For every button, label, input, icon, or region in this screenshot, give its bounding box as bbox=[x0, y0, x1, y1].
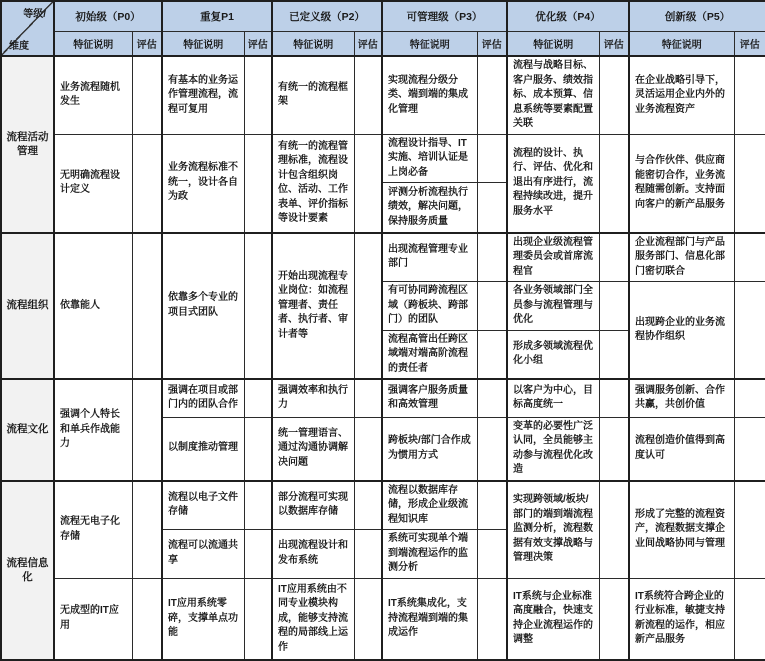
eval-cell bbox=[477, 379, 507, 417]
dimension-activity: 流程活动管理 bbox=[1, 56, 54, 233]
eval-cell bbox=[244, 56, 272, 134]
eval-cell bbox=[354, 233, 382, 380]
eval-cell bbox=[599, 282, 629, 331]
cell-org-p4-2: 形成多领域流程优化小组 bbox=[507, 330, 599, 379]
header-level-p5: 创新级（P5） bbox=[629, 1, 765, 31]
eval-cell bbox=[477, 578, 507, 660]
cell-it-p3-1: 系统可实现单个端到端流程运作的监测分析 bbox=[382, 530, 477, 579]
eval-cell bbox=[477, 233, 507, 282]
eval-cell bbox=[477, 417, 507, 481]
dimension-informatization: 流程信息化 bbox=[1, 481, 54, 661]
eval-cell bbox=[599, 233, 629, 282]
eval-cell bbox=[477, 530, 507, 579]
eval-cell bbox=[354, 379, 382, 417]
cell-activity-p5-1: 与合作伙伴、供应商能密切合作，业务流程随需创新。支持面向客户的新产品服务 bbox=[629, 134, 734, 233]
cell-culture-p3-0: 强调客户服务质量和高效管理 bbox=[382, 379, 477, 417]
eval-cell bbox=[244, 379, 272, 417]
header-level-p3: 可管理级（P3） bbox=[382, 1, 507, 31]
cell-culture-p1-1: 以制度推动管理 bbox=[162, 417, 244, 481]
cell-activity-p2-0: 有统一的流程框架 bbox=[272, 56, 354, 134]
cell-activity-p1-0: 有基本的业务运作管理流程，流程可复用 bbox=[162, 56, 244, 134]
eval-cell bbox=[244, 233, 272, 380]
eval-cell bbox=[132, 481, 162, 579]
eval-cell bbox=[734, 379, 765, 417]
eval-cell bbox=[477, 56, 507, 134]
cell-activity-p4-1: 流程的设计、执行、评估、优化和退出有序进行，流程持续改进，提升服务水平 bbox=[507, 134, 599, 233]
subheader-feature-p4: 特征说明 bbox=[507, 31, 599, 56]
cell-org-p4-0: 出现企业级流程管理委员会或首席流程官 bbox=[507, 233, 599, 282]
eval-cell bbox=[734, 233, 765, 282]
header-level-p1: 重复P1 bbox=[162, 1, 272, 31]
eval-cell bbox=[132, 56, 162, 134]
cell-it-p1-1: 流程可以流通共享 bbox=[162, 530, 244, 579]
subheader-feature-p1: 特征说明 bbox=[162, 31, 244, 56]
cell-activity-p5-0: 在企业战略引导下，灵活运用企业内外的业务流程资产 bbox=[629, 56, 734, 134]
eval-cell bbox=[477, 134, 507, 183]
cell-culture-p1-0: 强调在项目或部门内的团队合作 bbox=[162, 379, 244, 417]
eval-cell bbox=[354, 481, 382, 530]
eval-cell bbox=[734, 417, 765, 481]
eval-cell bbox=[599, 56, 629, 134]
cell-activity-p1-1: 业务流程标准不统一，设计各自为政 bbox=[162, 134, 244, 233]
eval-cell bbox=[599, 417, 629, 481]
eval-cell bbox=[599, 578, 629, 660]
eval-cell bbox=[477, 282, 507, 331]
eval-cell bbox=[244, 134, 272, 233]
cell-it-p2-2: IT应用系统由不同专业模块构成，能够支持流程的局部线上运作 bbox=[272, 578, 354, 660]
eval-cell bbox=[354, 578, 382, 660]
cell-it-p1-0: 流程以电子文件存储 bbox=[162, 481, 244, 530]
header-level-p2: 已定义级（P2） bbox=[272, 1, 382, 31]
cell-it-p2-0: 部分流程可实现以数据库存储 bbox=[272, 481, 354, 530]
eval-cell bbox=[354, 530, 382, 579]
subheader-eval-p2: 评估 bbox=[354, 31, 382, 56]
eval-cell bbox=[244, 530, 272, 579]
cell-culture-p5-1: 流程创造价值得到高度认可 bbox=[629, 417, 734, 481]
row-org-1 bbox=[1, 233, 765, 282]
row-it-1 bbox=[1, 481, 765, 530]
cell-it-p5-0: 形成了完整的流程资产，流程数据支撑企业间战略协同与管理 bbox=[629, 481, 734, 579]
eval-cell bbox=[132, 578, 162, 660]
eval-cell bbox=[132, 134, 162, 233]
eval-cell bbox=[477, 481, 507, 530]
eval-cell bbox=[354, 134, 382, 233]
header-row-levels bbox=[1, 1, 765, 31]
cell-org-p3-1: 有可协同跨流程区域（跨板块、跨部门）的团队 bbox=[382, 282, 477, 331]
eval-cell bbox=[354, 417, 382, 481]
cell-it-p2-1: 出现流程设计和发布系统 bbox=[272, 530, 354, 579]
cell-activity-p3-0: 实现流程分级分类、端到端的集成化管理 bbox=[382, 56, 477, 134]
cell-org-p3-2: 流程高管出任跨区域端对端高阶流程的责任者 bbox=[382, 330, 477, 379]
eval-cell bbox=[734, 134, 765, 233]
eval-cell bbox=[354, 56, 382, 134]
cell-activity-p0-0: 业务流程随机发生 bbox=[54, 56, 132, 134]
cell-it-p0-1: 无成型的IT应用 bbox=[54, 578, 132, 660]
eval-cell bbox=[132, 233, 162, 380]
cell-org-p2-0: 开始出现流程专业岗位：如流程管理者、责任者、执行者、审计者等 bbox=[272, 233, 354, 380]
subheader-eval-p0: 评估 bbox=[132, 31, 162, 56]
cell-it-p3-2: IT系统集成化，支持流程端到端的集成运作 bbox=[382, 578, 477, 660]
cell-it-p5-1: IT系统符合跨企业的行业标准，敏捷支持新流程的运作，相应新产品服务 bbox=[629, 578, 734, 660]
subheader-feature-p5: 特征说明 bbox=[629, 31, 734, 56]
cell-activity-p3-1: 流程设计指导、IT实施、培训认证是上岗必备 bbox=[382, 134, 477, 183]
header-level-p0: 初始级（P0） bbox=[54, 1, 162, 31]
header-level-p4: 优化级（P4） bbox=[507, 1, 629, 31]
eval-cell bbox=[734, 481, 765, 579]
cell-activity-p3-2: 评测分析流程执行绩效，解决问题，保持服务质量 bbox=[382, 183, 477, 233]
cell-org-p1-0: 依靠多个专业的项目式团队 bbox=[162, 233, 244, 380]
eval-cell bbox=[734, 578, 765, 660]
eval-cell bbox=[132, 379, 162, 481]
corner-cell bbox=[1, 1, 54, 56]
cell-activity-p4-0: 流程与战略目标、客户服务、绩效指标、成本预算、信息系统等要素配置关联 bbox=[507, 56, 599, 134]
cell-culture-p0-0: 强调个人特长和单兵作战能力 bbox=[54, 379, 132, 481]
cell-org-p5-0: 企业流程部门与产品服务部门、信息化部门密切联合 bbox=[629, 233, 734, 282]
header-row-sub bbox=[1, 31, 765, 56]
eval-cell bbox=[599, 481, 629, 579]
corner-label-level: 等级/ bbox=[23, 9, 46, 20]
eval-cell bbox=[244, 417, 272, 481]
cell-activity-p0-1: 无明确流程设计定义 bbox=[54, 134, 132, 233]
cell-culture-p4-0: 以客户为中心，目标高度统一 bbox=[507, 379, 599, 417]
cell-it-p4-1: IT系统与企业标准高度融合，快速支持企业流程运作的调整 bbox=[507, 578, 599, 660]
cell-culture-p5-0: 强调服务创新、合作共赢，共创价值 bbox=[629, 379, 734, 417]
eval-cell bbox=[477, 183, 507, 233]
row-culture-1 bbox=[1, 379, 765, 417]
dimension-culture: 流程文化 bbox=[1, 379, 54, 481]
subheader-eval-p4: 评估 bbox=[599, 31, 629, 56]
cell-culture-p2-0: 强调效率和执行力 bbox=[272, 379, 354, 417]
cell-org-p5-1: 出现跨企业的业务流程协作组织 bbox=[629, 282, 734, 380]
cell-it-p3-0: 流程以数据库存储，形成企业级流程知识库 bbox=[382, 481, 477, 530]
row-it-3 bbox=[1, 578, 765, 660]
eval-cell bbox=[599, 134, 629, 233]
corner-label-dimension: 维度 bbox=[9, 41, 29, 52]
cell-org-p3-0: 出现流程管理专业部门 bbox=[382, 233, 477, 282]
eval-cell bbox=[244, 578, 272, 660]
row-activity-1 bbox=[1, 56, 765, 134]
eval-cell bbox=[734, 56, 765, 134]
cell-org-p4-1: 各业务领域部门全员参与流程管理与优化 bbox=[507, 282, 599, 331]
subheader-eval-p3: 评估 bbox=[477, 31, 507, 56]
cell-org-p0-0: 依靠能人 bbox=[54, 233, 132, 380]
eval-cell bbox=[477, 330, 507, 379]
subheader-eval-p1: 评估 bbox=[244, 31, 272, 56]
row-activity-2 bbox=[1, 134, 765, 183]
cell-culture-p3-1: 跨板块/部门合作成为惯用方式 bbox=[382, 417, 477, 481]
eval-cell bbox=[244, 481, 272, 530]
subheader-feature-p0: 特征说明 bbox=[54, 31, 132, 56]
eval-cell bbox=[734, 282, 765, 380]
dimension-organization: 流程组织 bbox=[1, 233, 54, 380]
eval-cell bbox=[599, 330, 629, 379]
cell-culture-p4-1: 变革的必要性广泛认同，全员能够主动参与流程优化改造 bbox=[507, 417, 599, 481]
cell-it-p4-0: 实现跨领域/板块/部门的端到端流程监测分析，流程数据有效支撑战略与管理决策 bbox=[507, 481, 599, 579]
cell-it-p1-2: IT应用系统零碎，支撑单点功能 bbox=[162, 578, 244, 660]
subheader-eval-p5: 评估 bbox=[734, 31, 765, 56]
cell-culture-p2-1: 统一管理语言、通过沟通协调解决问题 bbox=[272, 417, 354, 481]
cell-activity-p2-1: 有统一的流程管理标准，流程设计包含组织岗位、活动、工作表单、评价指标等设计要素 bbox=[272, 134, 354, 233]
eval-cell bbox=[599, 379, 629, 417]
cell-it-p0-0: 流程无电子化存储 bbox=[54, 481, 132, 579]
subheader-feature-p2: 特征说明 bbox=[272, 31, 354, 56]
subheader-feature-p3: 特征说明 bbox=[382, 31, 477, 56]
